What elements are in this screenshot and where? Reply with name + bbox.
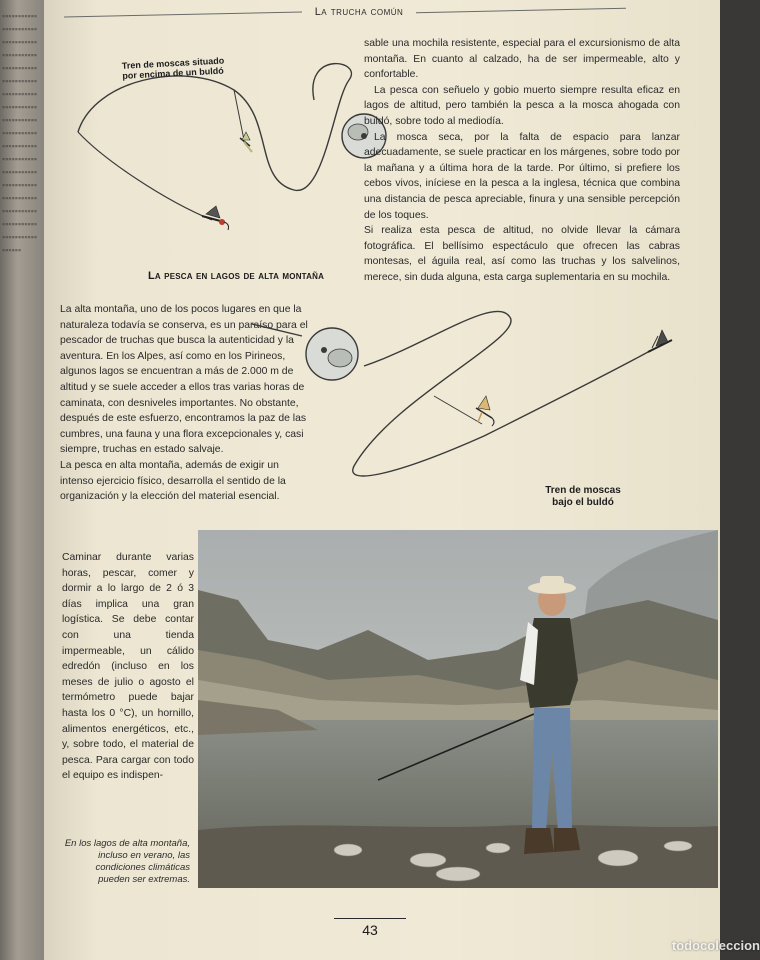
book-page (44, 0, 760, 960)
right-text-column (364, 36, 680, 286)
top-wet-fly-icon (240, 132, 252, 152)
bottom-dropper-line (434, 396, 482, 424)
page-number-rule (334, 918, 406, 919)
bottom-diagram-label: Tren de moscas bajo el buldó (545, 485, 621, 508)
adjacent-page-text-bleed: ▪▪▪▪▪▪▪▪▪▪▪▪▪▪▪▪▪▪▪▪▪▪▪▪▪▪▪▪▪▪▪▪▪▪▪▪▪▪▪▪▪▪▪▪▪▪▪▪▪▪▪▪▪▪▪▪▪▪▪▪▪▪▪▪▪▪▪▪▪▪▪▪▪▪▪▪▪▪▪▪▪▪▪▪▪▪▪▪▪▪▪▪▪▪▪▪▪▪▪▪▪▪▪▪▪▪▪▪▪▪▪▪▪▪▪▪▪▪▪▪▪▪▪▪▪▪▪▪▪▪▪▪▪▪▪▪▪▪▪▪▪▪▪▪▪▪▪▪▪▪▪▪▪▪▪▪▪▪▪▪▪▪▪▪▪▪▪▪▪▪▪▪▪▪▪▪▪▪▪▪▪▪▪▪▪▪▪▪▪▪▪▪▪▪▪▪▪▪▪▪▪▪▪▪ (2, 11, 38, 255)
header-rule-right (416, 8, 626, 13)
right-paragraph-1: sable una mochila resistente, especial para el excursionismo de alta montaña. En cuanto al calzado, ha de ser impermeable, alto y confortable. (364, 38, 680, 81)
mountain-lake-angler-photo (198, 530, 718, 888)
bottom-fly-rig-diagram (244, 306, 684, 496)
bottom-point-fly-icon (648, 330, 672, 352)
running-header: La trucha común (314, 6, 404, 18)
adjacent-page-edge (0, 0, 44, 960)
right-paragraph-4: Si realiza esta pesca de altitud, no olvide llevar la cámara fotográfica. El bellísimo espectáculo que ofrecen las cabras montesas, el águila real, así como las truchas y los salvelinos, merece, sin duda alguna, esta carga suplementaria en su mochila. (364, 225, 680, 283)
top-fishing-line (78, 64, 351, 191)
narrow-paragraph-1: Caminar durante varias horas, pescar, comer y dormir a lo largo de 2 ó 3 días implica una gran logística. Se debe contar con una tienda impermeable, un cálido edredón (incluso en los meses de julio o agosto el termómetro puede bajar hasta los 0 °C), un hornillo, alimentos energéticos, etc., y, sobre todo, el material de pesca. Para cargar con todo el equipo es indispen- (62, 552, 194, 782)
top-leader-line (78, 132, 212, 220)
watermark: todocoleccion (671, 938, 760, 953)
section-title: La pesca en lagos de alta montaña (148, 270, 325, 282)
bottom-dropper-fly-icon (476, 396, 494, 426)
top-point-fly-icon (202, 206, 229, 230)
top-diagram-label: Tren de moscas situado por encima de un buldó (121, 55, 225, 81)
bottom-fishing-line (353, 311, 648, 476)
left-paragraph-1: La alta montaña, uno de los pocos lugares en que la naturaleza todavía se conserva, es un paraíso para el pescador de truchas que busca la autenticidad y la aventura. En los Alpes, así como en los Pirineos, algunos lagos se encuentran a más de 2.000 m de altitud y se suele acceder a ellos tras varias horas de caminata, con desniveles importantes. No obstante, después de este esfuerzo, encontramos la paz de las cumbres, una fauna y una flora excepcionales y, casi siempre, truchas en estado salvaje. (60, 304, 308, 456)
page-number: 43 (362, 922, 378, 938)
right-paragraph-3: La mosca seca, por la falta de espacio para lanzar adecuadamente, se suele practicar en los márgenes, sobre todo por la mañana y a última hora de la tarde. Por último, si prefiere los cebos vivos, iníciese en la pesca a la inglesa, técnica que combina una distancia de pesca apreciable, finura y una sensible percepción de los toques. (364, 131, 680, 221)
photo-caption: En los lagos de alta montaña, incluso en verano, las condiciones climáticas pueden ser extremas. (64, 838, 190, 885)
bottom-main-line (252, 324, 302, 336)
header-rule-left (64, 12, 302, 18)
left-paragraph-2: La pesca en alta montaña, además de exigir un intenso ejercicio físico, desarrolla el sentido de la organización y la elección del material esencial. (60, 459, 286, 503)
narrow-text-column (62, 550, 194, 784)
bottom-bubble-float-icon (306, 328, 358, 380)
right-paragraph-2: La pesca con señuelo y gobio muerto siempre resulta eficaz en lagos de altitud, pero también la pesca a la mosca ahogada con buldó, sobre todo al mediodía. (364, 84, 680, 127)
